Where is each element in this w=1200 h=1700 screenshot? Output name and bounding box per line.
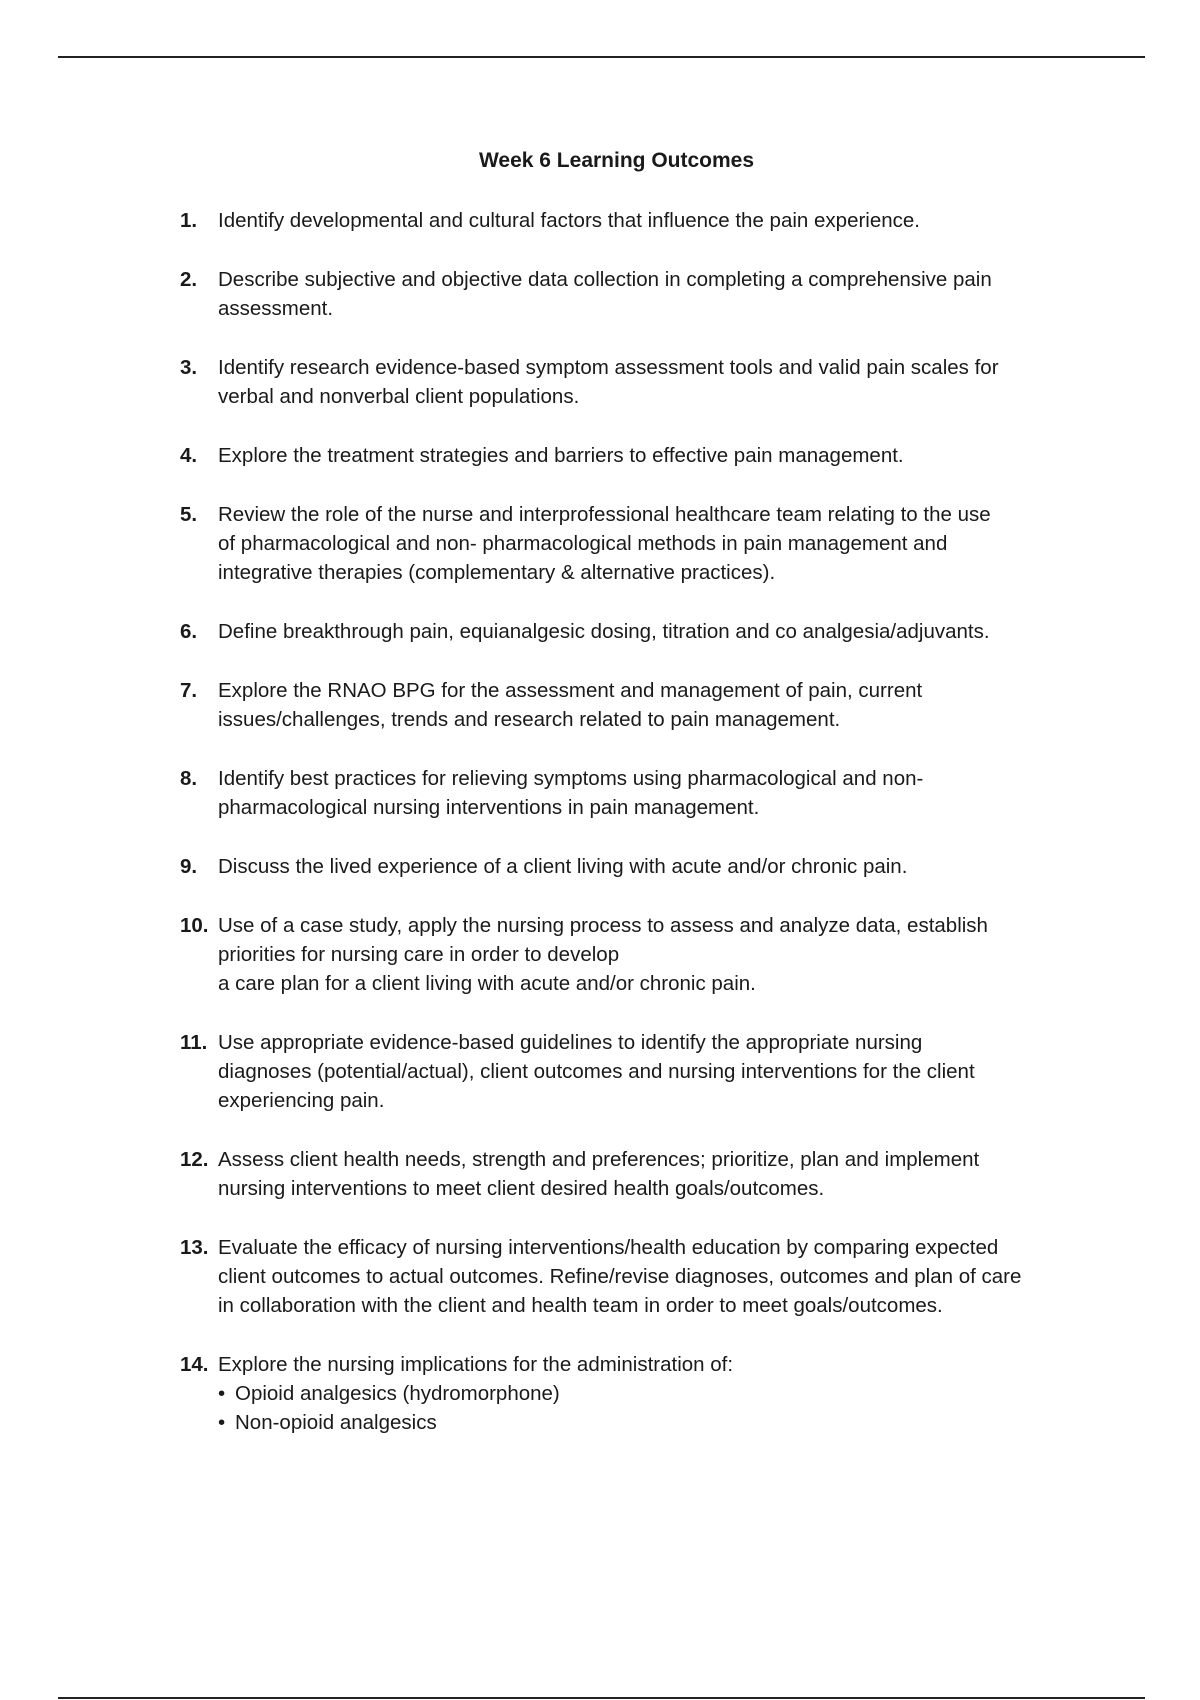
item-body <box>218 764 1100 822</box>
item-number: 9. <box>180 855 198 878</box>
item-body <box>218 206 1100 235</box>
bottom-divider <box>58 1697 1145 1699</box>
sub-bullet-item <box>218 1379 1100 1408</box>
item-body <box>218 852 1100 881</box>
page-title: Week 6 Learning Outcomes <box>478 149 755 172</box>
list-item <box>180 441 1100 470</box>
item-text: Identify research evidence-based symptom assessment tools and valid pain scales for verbal and nonverbal client populations. <box>218 356 999 408</box>
item-body <box>218 1350 1100 1437</box>
list-item <box>180 676 1100 734</box>
item-body <box>218 1028 1100 1115</box>
item-text: Explore the treatment strategies and barriers to effective pain management. <box>218 444 904 467</box>
item-text: Explore the nursing implications for the administration of: <box>218 1353 734 1376</box>
item-body <box>218 1145 1100 1203</box>
bullet-icon: • <box>218 1382 226 1405</box>
item-body <box>218 911 1100 998</box>
item-text: Review the role of the nurse and interprofessional healthcare team relating to the use of pharmacological and non- pharmacological methods in pain management and integrative therapies (complementary & alternative practices). <box>218 503 991 584</box>
list-item <box>180 1145 1100 1203</box>
list-item <box>180 353 1100 411</box>
item-text: Assess client health needs, strength and preferences; prioritize, plan and implement nursing interventions to meet client desired health goals/outcomes. <box>218 1148 980 1200</box>
list-item <box>180 617 1100 646</box>
bullet-text: Opioid analgesics (hydromorphone) <box>235 1382 560 1405</box>
list-item <box>180 911 1100 998</box>
outcome-list <box>180 206 1100 1467</box>
list-item <box>180 1028 1100 1115</box>
item-number: 7. <box>180 679 198 702</box>
item-number: 5. <box>180 503 198 526</box>
sub-bullet-item <box>218 1408 1100 1437</box>
list-item <box>180 852 1100 881</box>
item-body <box>218 500 1100 587</box>
item-text: Use of a case study, apply the nursing process to assess and analyze data, establish priorities for nursing care in order to develop a care plan for a client living with acute and/or chronic pain. <box>218 914 988 995</box>
item-text: Define breakthrough pain, equianalgesic dosing, titration and co analgesia/adjuvants. <box>218 620 990 643</box>
item-number: 2. <box>180 268 198 291</box>
item-text: Describe subjective and objective data collection in completing a comprehensive pain assessment. <box>218 268 992 320</box>
item-number: 1. <box>180 209 198 232</box>
item-number: 14. <box>180 1353 209 1376</box>
item-text: Use appropriate evidence-based guidelines to identify the appropriate nursing diagnoses (potential/actual), client outcomes and nursing interventions for the client experiencing pain. <box>218 1031 975 1112</box>
item-body <box>218 617 1100 646</box>
item-number: 3. <box>180 356 198 379</box>
item-number: 8. <box>180 767 198 790</box>
item-number: 6. <box>180 620 198 643</box>
list-item <box>180 764 1100 822</box>
item-text: Identify best practices for relieving symptoms using pharmacological and non- pharmacological nursing interventions in pain management. <box>218 767 924 819</box>
bullet-text: Non-opioid analgesics <box>235 1411 437 1434</box>
item-text: Evaluate the efficacy of nursing interventions/health education by comparing expected client outcomes to actual outcomes. Refine/revise diagnoses, outcomes and plan of care in collaboration with the client and health team in order to meet goals/outcomes. <box>218 1236 1022 1317</box>
item-body <box>218 265 1100 323</box>
list-item <box>180 500 1100 587</box>
list-item <box>180 265 1100 323</box>
item-text: Identify developmental and cultural factors that influence the pain experience. <box>218 209 920 232</box>
item-number: 4. <box>180 444 198 467</box>
item-number: 13. <box>180 1236 209 1259</box>
item-body <box>218 441 1100 470</box>
item-body <box>218 676 1100 734</box>
bullet-icon: • <box>218 1411 226 1434</box>
item-number: 10. <box>180 914 209 937</box>
item-number: 11. <box>180 1031 208 1054</box>
list-item <box>180 206 1100 235</box>
item-body <box>218 1233 1100 1320</box>
item-text: Explore the RNAO BPG for the assessment and management of pain, current issues/challenges, trends and research related to pain management. <box>218 679 923 731</box>
top-divider <box>58 56 1145 58</box>
item-text: Discuss the lived experience of a client living with acute and/or chronic pain. <box>218 855 908 878</box>
sub-bullet-list <box>218 1379 1100 1437</box>
list-item <box>180 1350 1100 1437</box>
list-item <box>180 1233 1100 1320</box>
item-number: 12. <box>180 1148 209 1171</box>
item-body <box>218 353 1100 411</box>
